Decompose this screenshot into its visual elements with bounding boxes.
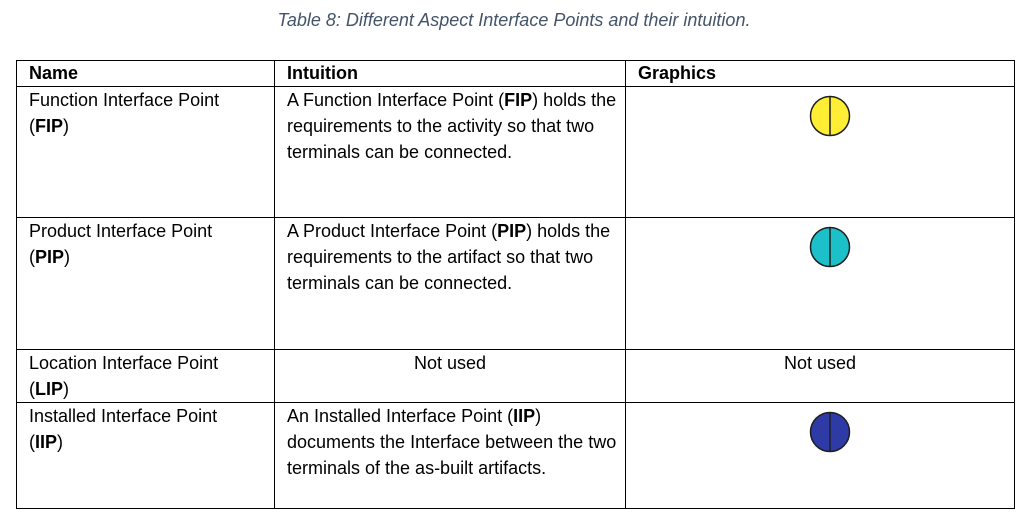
table-caption: Table 8: Different Aspect Interface Points and their intuition.	[277, 10, 751, 30]
row-intuition-cell	[275, 403, 626, 509]
intuition-abbr: IIP	[513, 406, 536, 426]
row-abbr-open: (	[29, 247, 35, 267]
intuition-abbr: PIP	[497, 221, 527, 241]
row-intuition-cell	[275, 87, 626, 218]
header-graphics: Graphics	[626, 61, 1015, 87]
row-name-cell	[17, 403, 275, 509]
row-intuition-cell	[275, 218, 626, 350]
row-name-cell	[17, 350, 275, 403]
header-name: Name	[17, 61, 275, 87]
row-abbr: IIP	[35, 432, 58, 452]
fip-symbol-icon	[808, 94, 852, 138]
row-graphics-cell	[626, 87, 1015, 218]
row-abbr-open: (	[29, 379, 35, 399]
row-intuition-cell: Not used	[275, 350, 626, 403]
row-abbr: PIP	[35, 247, 65, 267]
intuition-text: An Installed Interface Point (	[287, 406, 514, 426]
header-intuition: Intuition	[275, 61, 626, 87]
row-abbr-close: )	[64, 247, 71, 267]
row-abbr-open: (	[29, 116, 35, 136]
table-row	[17, 218, 1015, 350]
row-abbr: FIP	[35, 116, 64, 136]
row-name: Product Interface Point	[29, 221, 213, 241]
row-name-cell	[17, 218, 275, 350]
row-abbr-close: )	[63, 116, 70, 136]
iip-symbol-icon	[808, 410, 852, 454]
intuition-text: ) documents the Interface between the two terminals of the as-built artifacts.	[287, 406, 617, 478]
row-graphics-cell: Not used	[626, 350, 1015, 403]
interface-points-table	[16, 60, 1015, 509]
pip-symbol-icon	[808, 225, 852, 269]
row-name: Function Interface Point	[29, 90, 220, 110]
row-abbr-close: )	[63, 379, 70, 399]
row-name: Installed Interface Point	[29, 406, 218, 426]
row-abbr-open: (	[29, 432, 35, 452]
row-abbr-close: )	[57, 432, 64, 452]
intuition-text: ) holds the requirements to the artifact so that two terminals can be connected.	[287, 221, 611, 293]
table-row	[17, 403, 1015, 509]
row-graphics-cell	[626, 403, 1015, 509]
table-row	[17, 87, 1015, 218]
intuition-text: ) holds the requirements to the activity so that two terminals can be connected.	[287, 90, 617, 162]
intuition-abbr: FIP	[504, 90, 533, 110]
row-name: Location Interface Point	[29, 353, 219, 373]
intuition-text: A Product Interface Point (	[287, 221, 498, 241]
table-header-row	[17, 61, 1015, 87]
table-row	[17, 350, 1015, 403]
intuition-text: A Function Interface Point (	[287, 90, 505, 110]
row-abbr: LIP	[35, 379, 64, 399]
row-name-cell	[17, 87, 275, 218]
row-graphics-cell	[626, 218, 1015, 350]
